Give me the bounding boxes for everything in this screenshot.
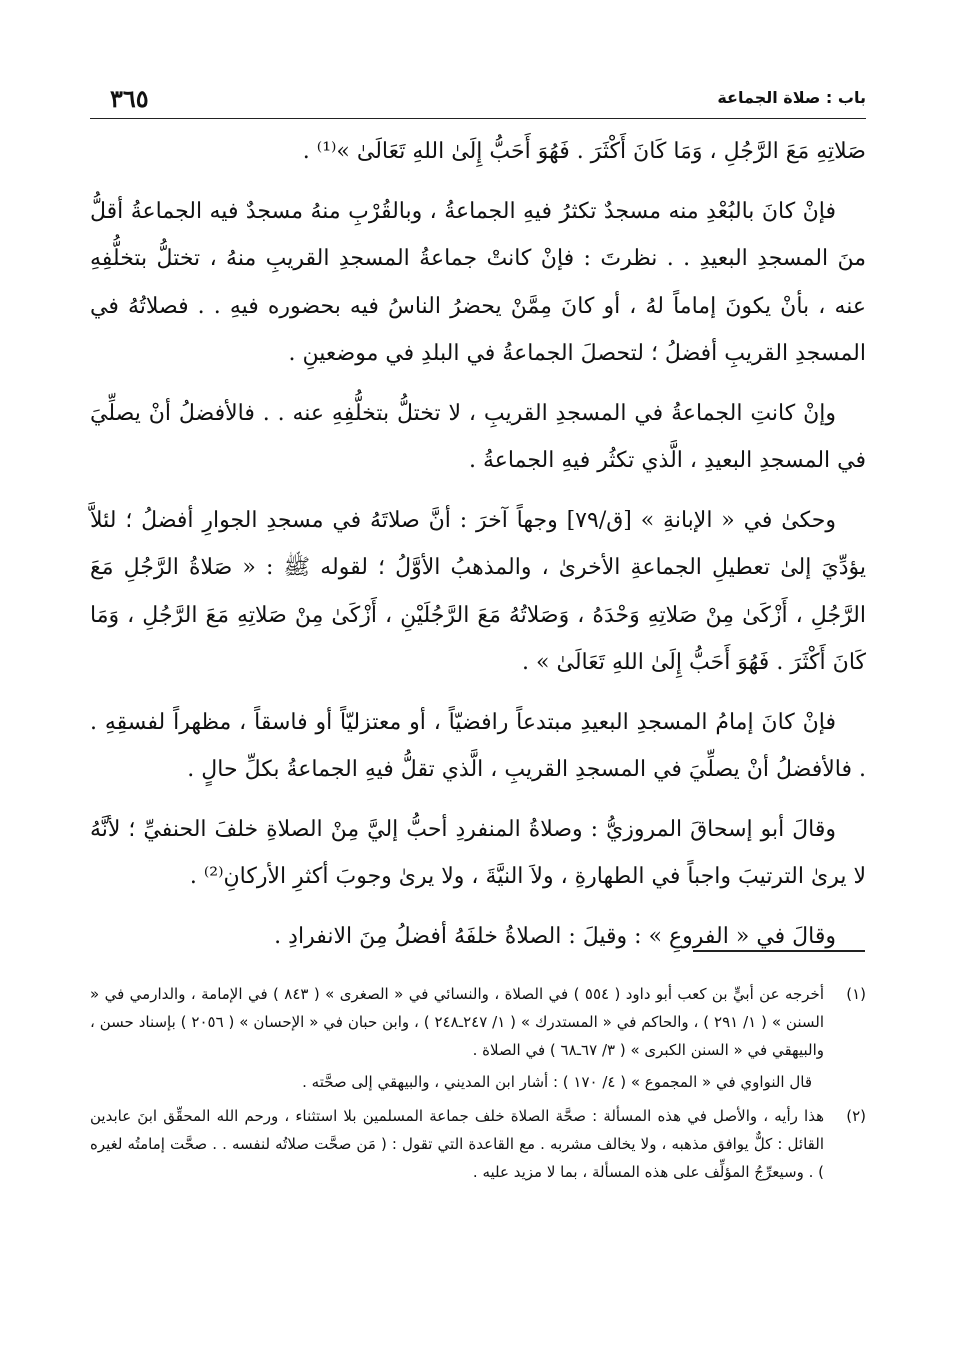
paragraph-continuation: صَلاتِهِ مَعَ الرَّجُلِ ، وَمَا كَانَ أَكْثَرَ . فَهُوَ أَحَبُّ إِلَىٰ اللهِ تَعَالَىٰ »⁽¹⁾ . — [302, 139, 866, 164]
paragraph: وإنْ كانتِ الجماعةُ في المسجدِ القريبِ ، لا تختلُّ بتخلُّفِهِ عنه . . فالأفضلُ أنْ يصلِّيَ في المسجدِ البعيدِ ، الَّذي تكثُر فيهِ الجماعةُ . — [90, 400, 866, 473]
paragraph: وقالَ في « الفروعِ » : وقيلَ : الصلاةُ خلفَهُ أفضلُ مِنَ الانفرادِ . — [274, 923, 836, 949]
footnote-text: هذا رأيه ، والأصل في هذه المسألة : صحَّة الصلاة خلف جماعة المسلمين بلا استثناء ، ورحم الله المحقِّق ابنَ عابدين القائل : كلٌّ يوافق مذهبه ، ولا يخالف مشربه . مع القاعدة التي تقول : ( مَن صحَّت صلاتُه لنفسه . . صحَّت إمامتُه لغيره ) . وسيعرِّجُ المؤلِّف على هذه المسألة ، بما لا مزيد عليه . — [90, 1107, 824, 1181]
page-number: ٣٦٥ — [110, 84, 149, 113]
footnote-marker: (١) — [846, 985, 866, 1003]
footnote-text: أخرجه عن أبيٍّ بن كعب أبو داود ( ٥٥٤ ) في الصلاة ، والنسائي في « الصغرى » ( ٨٤٣ ) في الإمامة ، والدارمي في « السنن » ( ١/ ٢٩١ ) ، والحاكم في « المستدرك » ( ١/ ٢٤٧ـ٢٤٨ ) ، وابن حبان في « الإحسان » ( ٢٠٥٦ ) بإسناد حسن ، والبيهقي في « السنن الكبرى » ( ٣/ ٦٧ـ٦٨ ) في الصلاة . — [90, 985, 824, 1059]
page-header — [90, 84, 866, 118]
footnote-note: قال النواوي في « المجموع » ( ٤/ ١٧٠ ) : أشار ابن المديني ، والبيهقي إلى صحَّته . — [302, 1073, 812, 1091]
footnote-2 — [90, 1102, 866, 1186]
paragraph: وقالَ أبو إسحاقَ المروزيُّ : وصلاةُ المنفردِ أحبُّ إليَّ مِنْ الصلاةِ خلفَ الحنفيِّ ؛ لأنَّهُ لا يرىٰ الترتيبَ واجباً في الطهارةِ ، ولاَ النيَّةَ ، ولا يرىٰ وجوبَ أكثرِ الأركانِ⁽²⁾ . — [90, 816, 866, 889]
paragraph: فإنْ كانَ إمامُ المسجدِ البعيدِ مبتدعاً رافضيّاً ، أو معتزليّاً أو فاسقاً ، مظهراً لفسقِهِ . . فالأفضلُ أنْ يصلِّيَ في المسجدِ القريبِ ، الَّذي تقلُّ فيهِ الجماعةُ بكلِّ حالٍ . — [90, 709, 866, 782]
footnote-body — [90, 980, 824, 1102]
footnote-1 — [90, 980, 866, 1102]
footnote-marker: (٢) — [846, 1107, 866, 1125]
footnote-body — [90, 1102, 824, 1186]
paragraph: وحكىٰ في « الإبانةِ » [ق/٧٩] وجهاً آخرَ : أنَّ صلاتَهُ في مسجدِ الجوارِ أفضلُ ؛ لئلاَّ يؤدِّيَ إلىٰ تعطيلِ الجماعةِ الأخرىٰ ، والمذهبُ الأوَّلُ ؛ لقوله ﷺ : « صَلاةُ الرَّجُلِ مَعَ الرَّجُلِ ، أَزْكَىٰ مِنْ صَلاتِهِ وَحْدَهُ ، وَصَلاتُهُ مَعَ الرَّجُلَيْنِ ، أَزْكَىٰ مِنْ صَلاتِهِ مَعَ الرَّجُلِ ، وَمَا كَانَ أَكْثَرَ . فَهُوَ أَحَبُّ إِلَىٰ اللهِ تَعَالَىٰ » . — [90, 507, 866, 675]
footnote-separator — [693, 950, 865, 952]
main-text — [90, 128, 866, 972]
header-rule — [90, 118, 866, 119]
footnotes — [90, 980, 866, 1186]
paragraph: فإنْ كانَ بالبُعْدِ منه مسجدٌ تكثرُ فيهِ الجماعةُ ، وبالقُرْبِ منهُ مسجدٌ فيه الجماعةُ أقلُّ منَ المسجدِ البعيدِ . . نظرتَ : فإنْ كانتْ جماعةُ المسجدِ القريبِ منهُ ، تختلُّ بتخلُّفِهِ عنه ، بأنْ يكونَ إماماً لهُ ، أو كانَ مِمَّنْ يحضرُ الناسُ فيه بحضوره فيهِ . . فصلاتُهُ في المسجدِ القريبِ أفضلُ ؛ لتحصلَ الجماعةُ في البلدِ في موضعينِ . — [90, 198, 866, 366]
running-title: باب : صلاة الجماعة — [717, 88, 866, 107]
